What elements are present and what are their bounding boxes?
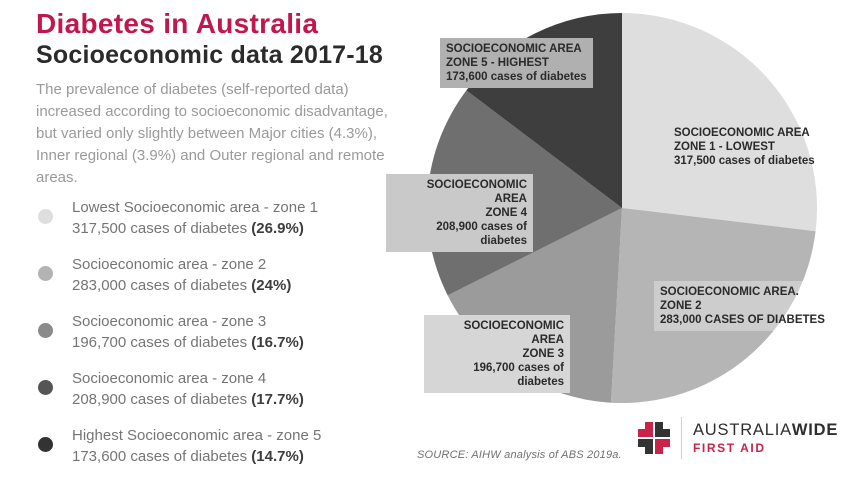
cases-text: 173,600 cases of diabetes bbox=[72, 448, 252, 465]
slice-label-line: 173,600 cases of diabetes bbox=[446, 71, 587, 83]
percent-text: (14.7%) bbox=[251, 448, 304, 465]
legend-item-label bbox=[72, 368, 304, 410]
brand-name-bold: WIDE bbox=[791, 421, 839, 439]
slice-label-line: ZONE 3 bbox=[522, 348, 564, 360]
legend-zone-cases bbox=[72, 389, 304, 410]
page-subtitle: Socioeconomic data 2017-18 bbox=[36, 41, 384, 69]
legend-zone-cases bbox=[72, 218, 318, 239]
legend-zone-name: Highest Socioeconomic area - zone 5 bbox=[72, 427, 322, 444]
percent-text: (24%) bbox=[251, 277, 292, 294]
legend-item-label bbox=[72, 197, 318, 239]
slice-label-zone-3 bbox=[424, 315, 570, 393]
legend-item-zone-1 bbox=[36, 197, 386, 239]
slice-label-line: ZONE 4 bbox=[485, 207, 527, 219]
zone-1-swatch-icon bbox=[38, 209, 53, 224]
legend-zone-name: Socioeconomic area - zone 3 bbox=[72, 313, 267, 330]
slice-label-line: 317,500 cases of diabetes bbox=[674, 155, 815, 167]
zone-4-swatch-icon bbox=[38, 380, 53, 395]
percent-text: (16.7%) bbox=[251, 334, 304, 351]
slice-label-line: SOCIOECONOMIC AREA bbox=[463, 320, 564, 346]
cases-text: 317,500 cases of diabetes bbox=[72, 220, 252, 237]
slice-label-line: SOCIOECONOMIC AREA. bbox=[660, 286, 799, 298]
legend-zone-cases bbox=[72, 275, 291, 296]
legend-item-label bbox=[72, 254, 291, 296]
legend-item-zone-2 bbox=[36, 254, 386, 296]
brand-logo bbox=[636, 417, 838, 459]
legend-item-label bbox=[72, 425, 321, 467]
percent-text: (26.9%) bbox=[251, 220, 304, 237]
slice-label-zone-4 bbox=[386, 174, 533, 252]
legend-zone-name: Socioeconomic area - zone 2 bbox=[72, 256, 267, 273]
zone-2-swatch-icon bbox=[38, 266, 53, 281]
slice-label-line: ZONE 1 - LOWEST bbox=[674, 141, 775, 153]
legend-zone-cases bbox=[72, 446, 321, 467]
brand-tagline: FIRST AID bbox=[693, 441, 766, 455]
intro-text: The prevalence of diabetes (self-reported data) increased according to socioeconomic disadvantage, but varied only slightly between Major cities (4.3%), Inner regional (3.9%) and Outer regional and remote areas. bbox=[36, 81, 388, 186]
legend-item-zone-5 bbox=[36, 425, 386, 467]
slice-label-line: SOCIOECONOMIC AREA bbox=[674, 127, 810, 139]
first-aid-cross-icon bbox=[636, 420, 672, 456]
slice-label-zone-1 bbox=[668, 122, 821, 172]
slice-label-line: SOCIOECONOMIC AREA bbox=[446, 43, 582, 55]
legend-item-zone-4 bbox=[36, 368, 386, 410]
slice-label-line: 208,900 cases of diabetes bbox=[436, 221, 527, 247]
legend-item-label bbox=[72, 311, 304, 353]
zone-5-swatch-icon bbox=[38, 437, 53, 452]
cases-text: 208,900 cases of diabetes bbox=[72, 391, 252, 408]
brand-name-regular: AUSTRALIA bbox=[693, 421, 792, 439]
legend-zone-name: Lowest Socioeconomic area - zone 1 bbox=[72, 199, 318, 216]
slice-label-line: 283,000 CASES OF DIABETES bbox=[660, 314, 825, 326]
legend-zone-name: Socioeconomic area - zone 4 bbox=[72, 370, 267, 387]
brand-name bbox=[693, 421, 838, 440]
cases-text: 283,000 cases of diabetes bbox=[72, 277, 252, 294]
percent-text: (17.7%) bbox=[251, 391, 304, 408]
cases-text: 196,700 cases of diabetes bbox=[72, 334, 252, 351]
legend-zone-cases bbox=[72, 332, 304, 353]
logo-divider bbox=[681, 417, 682, 459]
slice-label-zone-5 bbox=[440, 38, 593, 88]
zone-3-swatch-icon bbox=[38, 323, 53, 338]
brand-text bbox=[693, 421, 838, 455]
slice-label-line: ZONE 2 bbox=[660, 300, 702, 312]
slice-label-line: ZONE 5 - HIGHEST bbox=[446, 57, 549, 69]
page-title: Diabetes in Australia bbox=[36, 8, 319, 39]
legend bbox=[36, 197, 386, 480]
slice-label-line: 196,700 cases of diabetes bbox=[473, 362, 564, 388]
source-note: SOURCE: AIHW analysis of ABS 2019a. bbox=[417, 449, 622, 461]
legend-item-zone-3 bbox=[36, 311, 386, 353]
slice-label-zone-2 bbox=[654, 281, 831, 331]
slice-label-line: SOCIOECONOMIC AREA bbox=[426, 179, 527, 205]
